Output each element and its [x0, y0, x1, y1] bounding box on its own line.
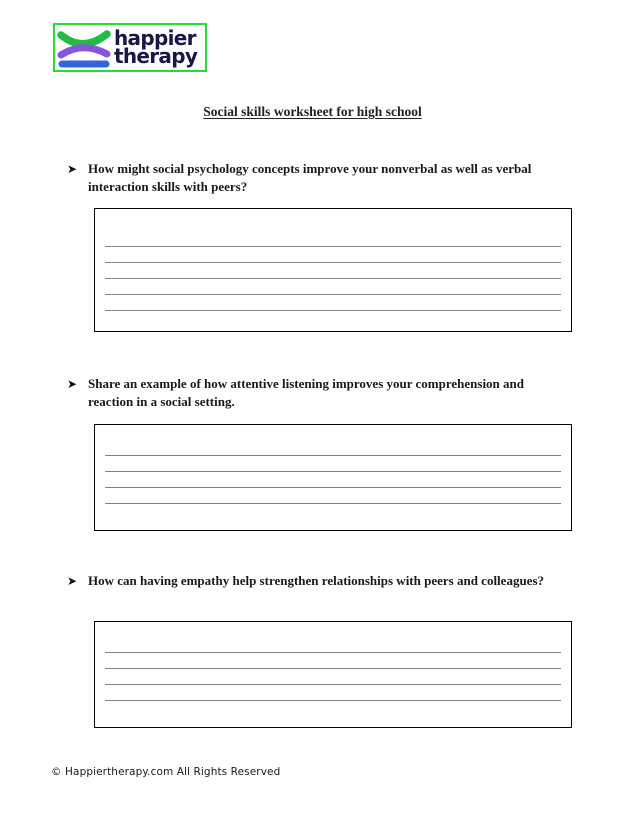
answer-rule-line — [105, 503, 561, 504]
page-title — [0, 104, 625, 120]
answer-box-3[interactable] — [94, 621, 572, 728]
question-text-3: How can having empathy help strengthen relationships with peers and colleagues? — [88, 573, 545, 588]
logo-wordmark — [114, 25, 205, 68]
arrow-bullet-icon: ➤ — [67, 574, 78, 588]
answer-box-2[interactable] — [94, 424, 572, 531]
answer-rule-line — [105, 652, 561, 653]
answer-rule-line — [105, 294, 561, 295]
logo-swoosh-icon — [57, 25, 113, 70]
answer-rule-line — [105, 487, 561, 488]
answer-rule-line — [105, 471, 561, 472]
question-block-3 — [0, 572, 625, 590]
question-row-2 — [0, 375, 625, 411]
question-block-2 — [0, 375, 625, 411]
answer-rule-line — [105, 310, 561, 311]
brand-logo — [53, 23, 207, 72]
question-text-2: Share an example of how attentive listening improves your comprehension and reaction in a social setting. — [88, 376, 525, 409]
footer-copyright: © Happiertherapy.com All Rights Reserved — [51, 766, 281, 778]
answer-rule-line — [105, 278, 561, 279]
answer-rule-line — [105, 684, 561, 685]
arrow-bullet-icon: ➤ — [67, 377, 78, 391]
answer-lines-2 — [95, 425, 571, 530]
question-text-1: How might social psychology concepts improve your nonverbal as well as verbal interaction skills with peers? — [88, 161, 532, 194]
logo-text-line1: happier — [114, 25, 196, 50]
arrow-bullet-icon: ➤ — [67, 162, 78, 176]
answer-rule-line — [105, 262, 561, 263]
answer-rule-line — [105, 700, 561, 701]
answer-rule-line — [105, 668, 561, 669]
page-title-text: Social skills worksheet for high school — [203, 104, 422, 119]
logo-text-line2: therapy — [114, 44, 198, 68]
answer-lines-3 — [95, 622, 571, 727]
answer-rule-line — [105, 455, 561, 456]
question-block-1 — [0, 160, 625, 196]
answer-lines-1 — [95, 209, 571, 331]
question-row-1 — [0, 160, 625, 196]
answer-box-1[interactable] — [94, 208, 572, 332]
answer-rule-line — [105, 246, 561, 247]
question-row-3 — [0, 572, 625, 590]
